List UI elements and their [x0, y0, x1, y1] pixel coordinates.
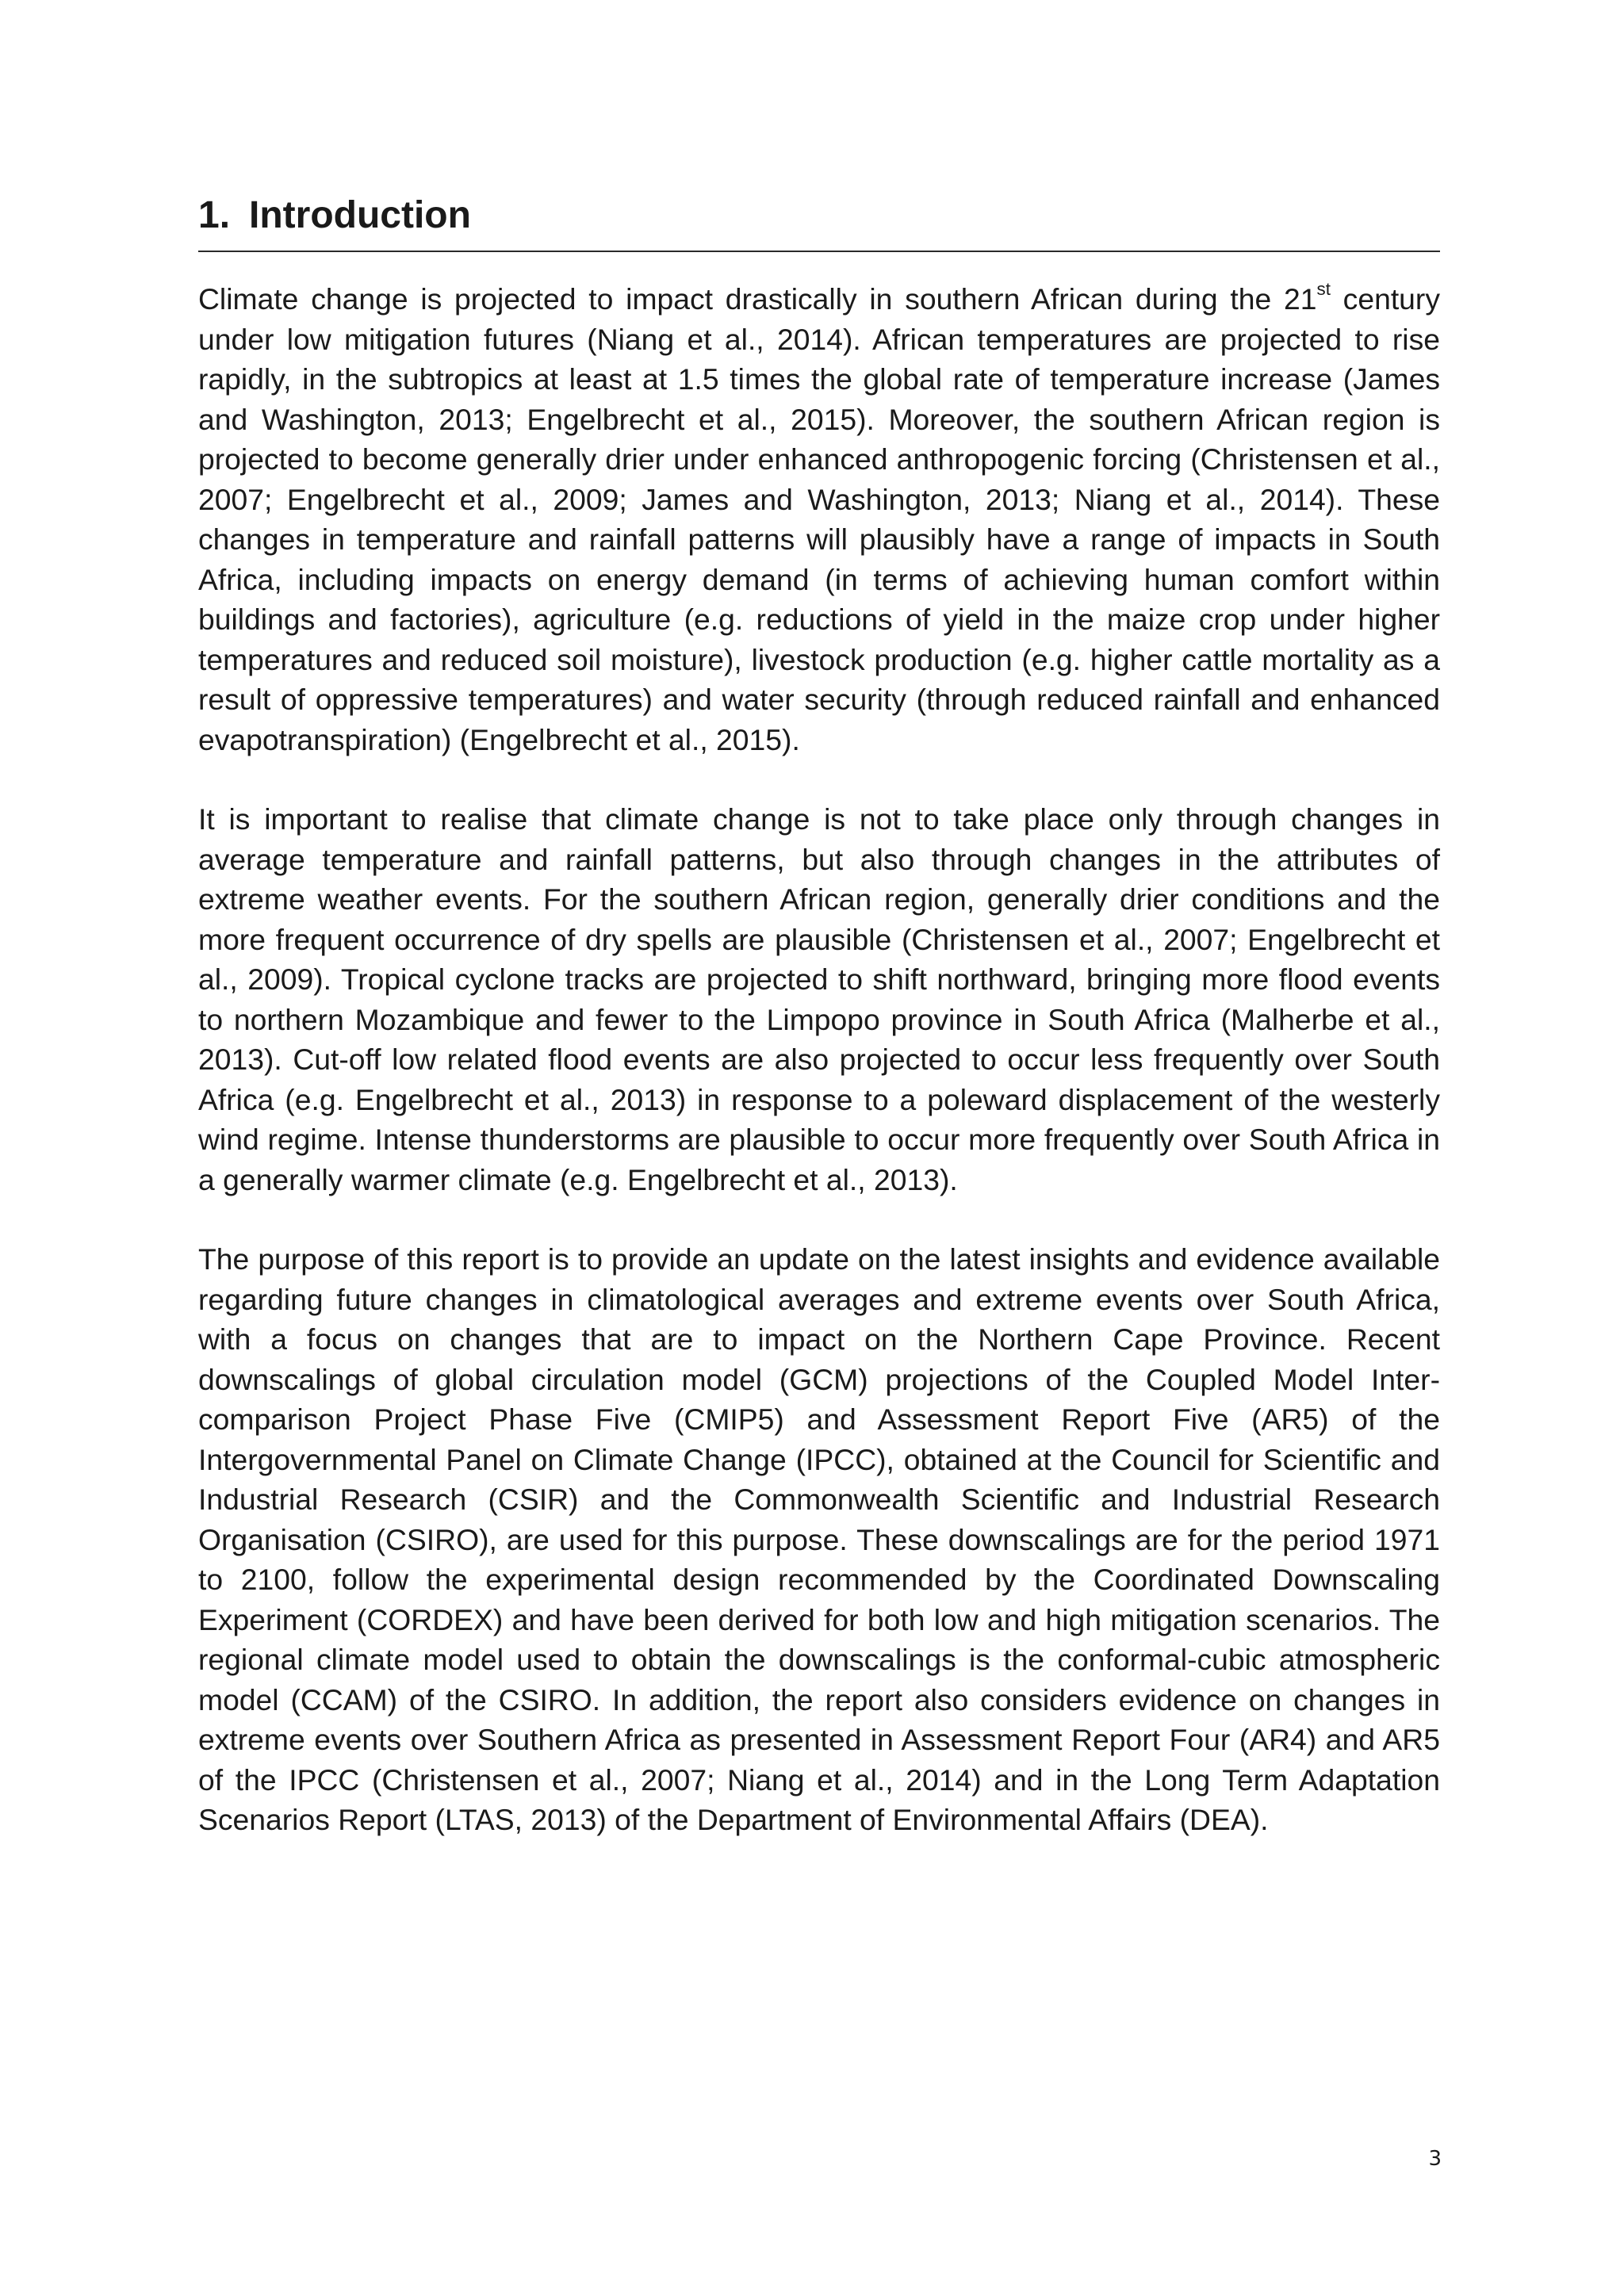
page-number: 3 — [1428, 2147, 1442, 2171]
paragraph-1 — [198, 279, 1440, 760]
section-title: Introduction — [249, 194, 471, 236]
paragraph-2: It is important to realise that climate change is not to take place only through changes in average temperature and rainfall patterns, but also through changes in the attributes of extreme weather events. For the southern African region, generally drier conditions and the more frequent occurrence of dry spells are plausible (Christensen et al., 2007; Engelbrecht et al., 2009). Tropical cyclone tracks are projected to shift northward, bringing more flood events to northern Mozambique and fewer to the Limpopo province in South Africa (Malherbe et al., 2013). Cut-off low related flood events are also projected to occur less frequently over South Africa (e.g. Engelbrecht et al., 2013) in response to a poleward displacement of the westerly wind regime. Intense thunderstorms are plausible to occur more frequently over South Africa in a generally warmer climate (e.g. Engelbrecht et al., 2013). — [198, 802, 1440, 1196]
ordinal-superscript: st — [1316, 279, 1331, 300]
paragraph-1-rest: century under low mitigation futures (Niang et al., 2014). African temperatures are projected to rise rapidly, in the subtropics at least at 1.5 times the global rate of temperature increase (James and Washington, 2013; Engelbrecht et al., 2015). Moreover, the southern African region is projected to become generally drier under enhanced anthropogenic forcing (Christensen et al., 2007; Engelbrecht et al., 2009; James and Washington, 2013; Niang et al., 2014). These changes in temperature and rainfall patterns will plausibly have a range of impacts in South Africa, including impacts on energy demand (in terms of achieving human comfort within buildings and factories), agriculture (e.g. reductions of yield in the maize crop under higher temperatures and reduced soil moisture), livestock production (e.g. higher cattle mortality as a result of oppressive temperatures) and water security (through reduced rainfall and enhanced evapotranspiration) (Engelbrecht et al., 2015). — [198, 282, 1440, 756]
section-heading — [198, 193, 1440, 252]
section-number: 1. — [198, 194, 231, 236]
paragraph-3: The purpose of this report is to provide an update on the latest insights and evidence available regarding future changes in climatological averages and extreme events over South Africa, with a focus on changes that are to impact on the Northern Cape Province. Recent downscalings of global circulation model (GCM) projections of the Coupled Model Inter-comparison Project Phase Five (CMIP5) and Assessment Report Five (AR5) of the Intergovernmental Panel on Climate Change (IPCC), obtained at the Council for Scientific and Industrial Research (CSIR) and the Commonwealth Scientific and Industrial Research Organisation (CSIRO), are used for this purpose. These downscalings are for the period 1971 to 2100, follow the experimental design recommended by the Coordinated Downscaling Experiment (CORDEX) and have been derived for both low and high mitigation scenarios. The regional climate model used to obtain the downscalings is the conformal-cubic atmospheric model (CCAM) of the CSIRO. In addition, the report also considers evidence on changes in extreme events over Southern Africa as presented in Assessment Report Four (AR4) and AR5 of the IPCC (Christensen et al., 2007; Niang et al., 2014) and in the Long Term Adaptation Scenarios Report (LTAS, 2013) of the Department of Environmental Affairs (DEA). — [198, 1242, 1440, 1836]
paragraph-1-start: Climate change is projected to impact drastically in southern African during the 21 — [198, 282, 1317, 316]
body-text — [198, 279, 1440, 1880]
